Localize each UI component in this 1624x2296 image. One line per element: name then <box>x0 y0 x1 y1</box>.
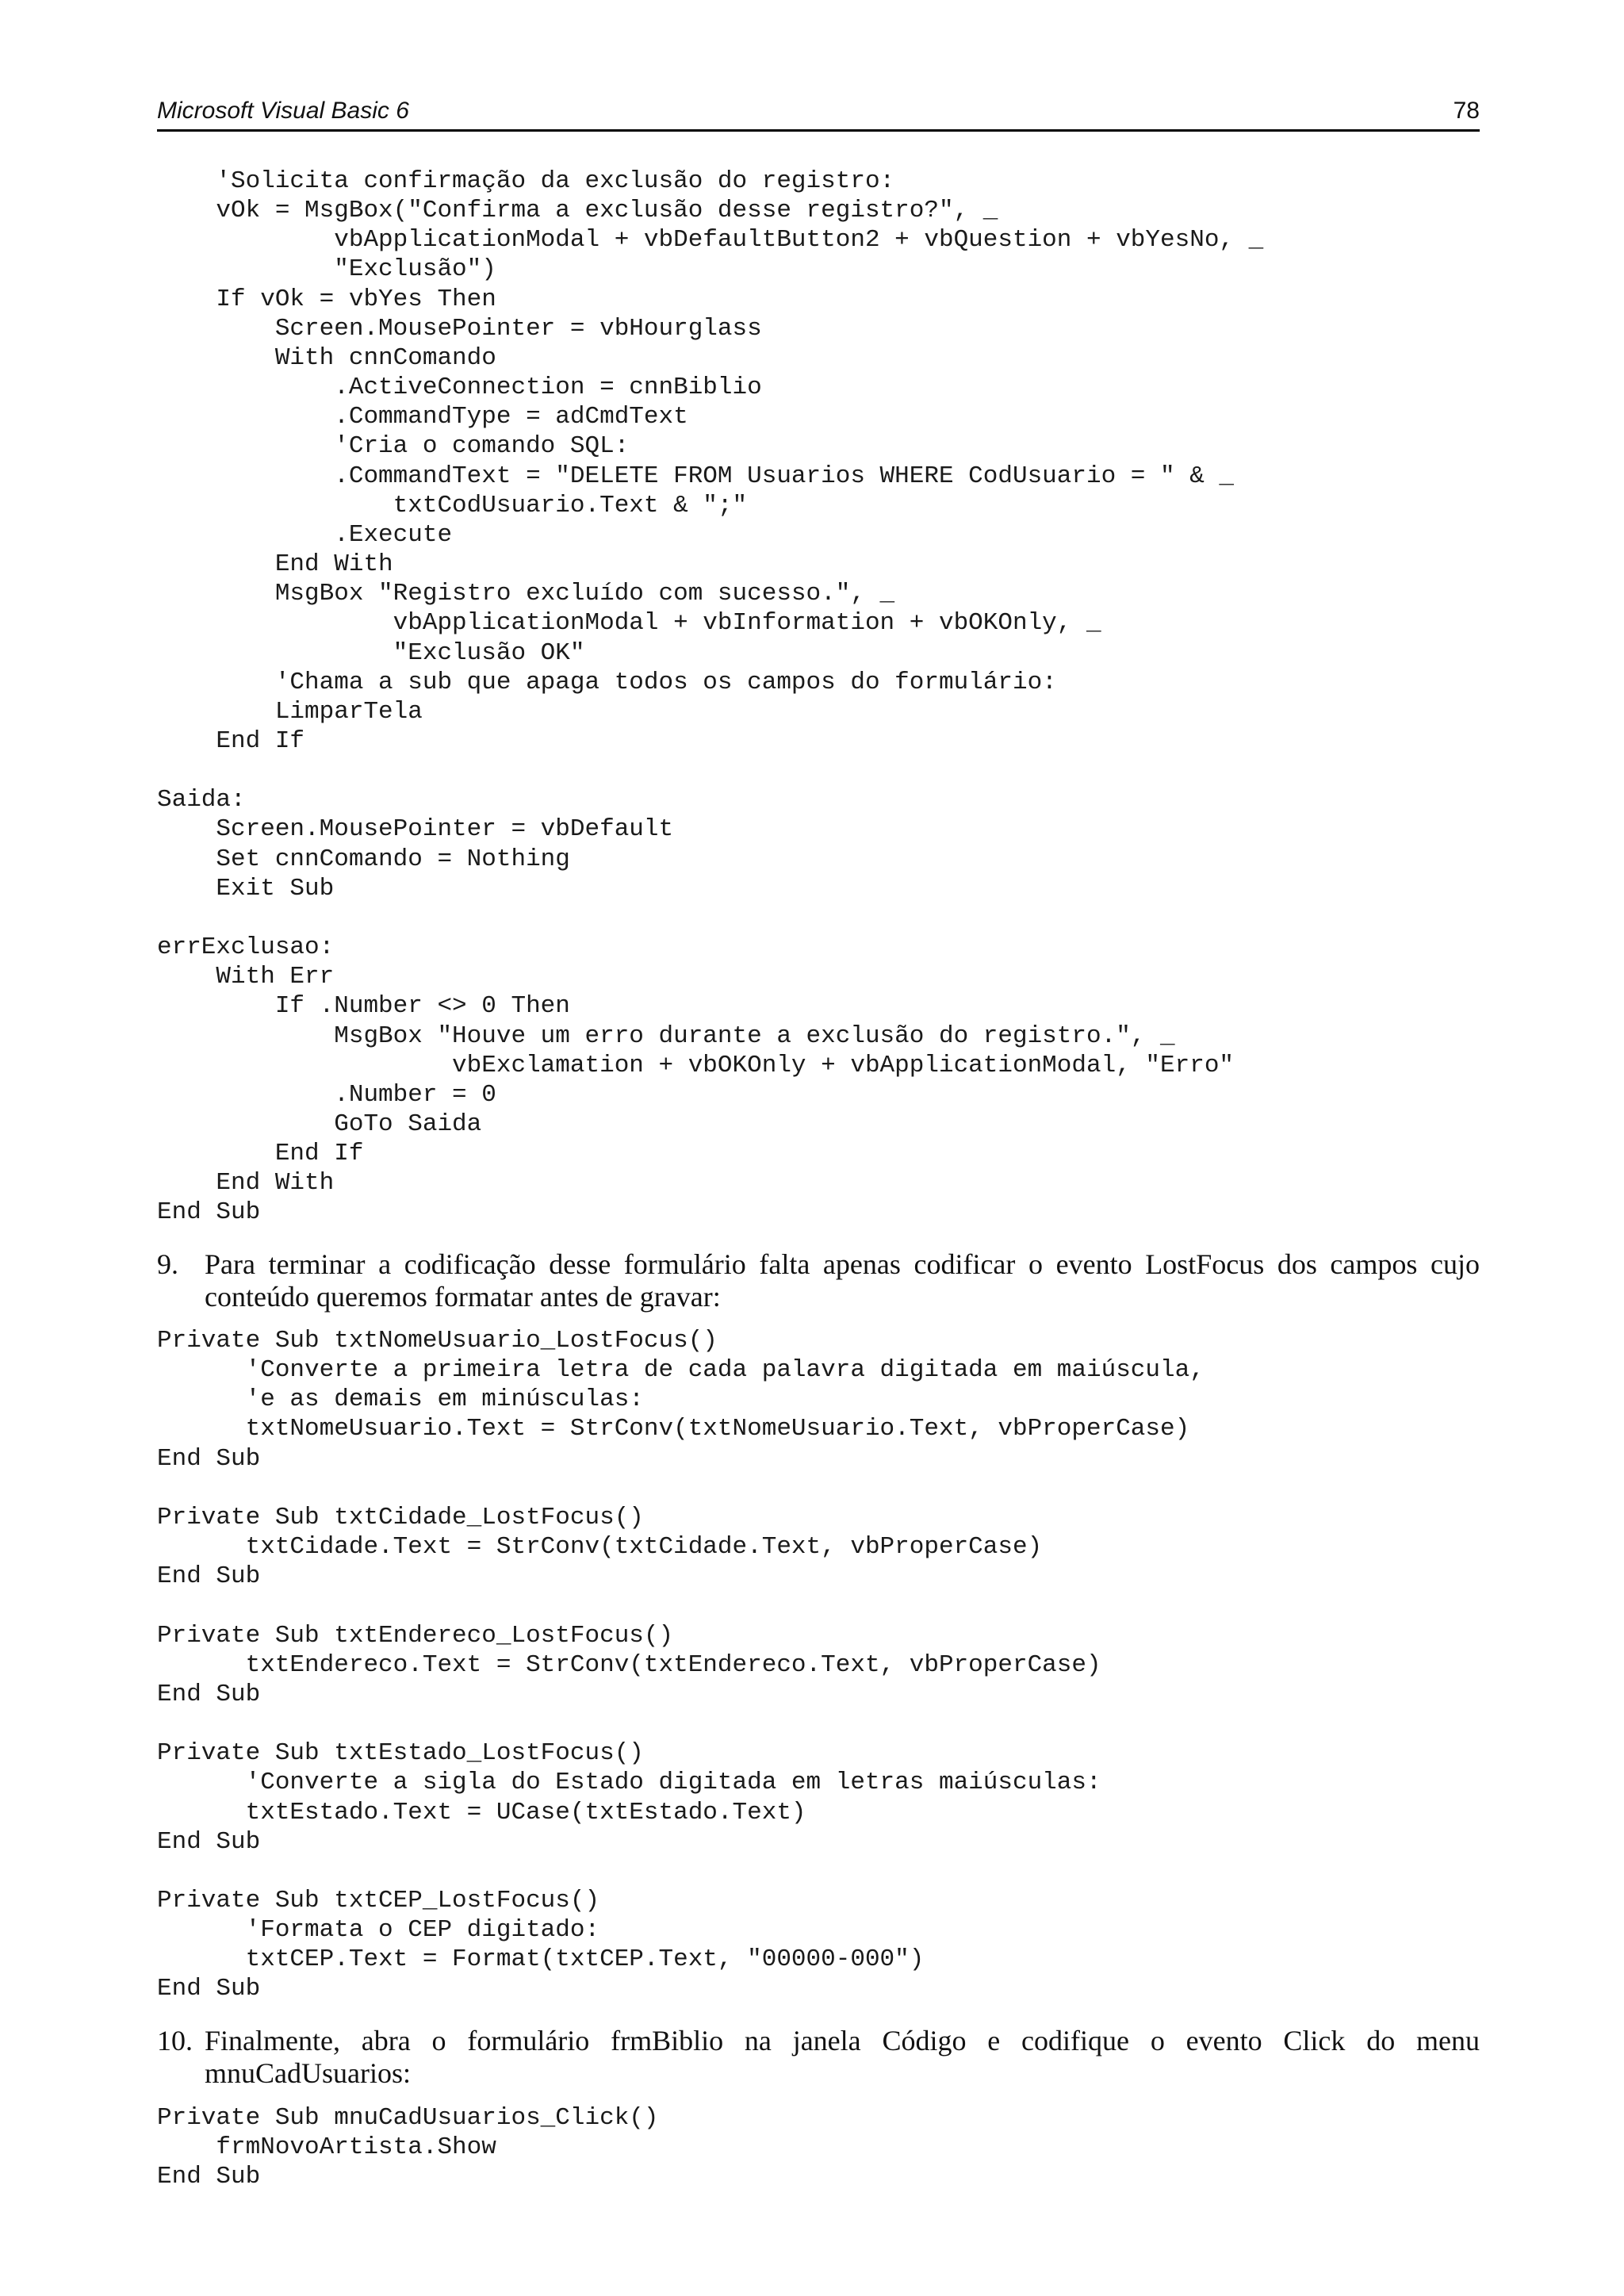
code-block-delete-record: 'Solicita confirmação da exclusão do registro: vOk = MsgBox("Confirma a exclusão desse registro?", _ vbApplicationModal + vbDefaultButton2 + vbQuestion + vbYesNo, _ "Exclusão") If vOk = vbYes Then Screen.MousePointer = vbHourglass With cnnComando .ActiveConnection = cnnBiblio .CommandType = adCmdText 'Cria o comando SQL: .CommandText = "DELETE FROM Usuarios WHERE CodUsuario = " & _ txtCodUsuario.Text & ";" .Execute End With MsgBox "Registro excluído com sucesso.", _ vbApplicationModal + vbInformation + vbOKOnly, _ "Exclusão OK" 'Chama a sub que apaga todos os campos do formulário: LimparTela End If Saida: Screen.MousePointer = vbDefault Set cnnComando = Nothing Exit Sub errExclusao: With Err If .Number <> 0 Then MsgBox "Houve um erro durante a exclusão do registro.", _ vbExclamation + vbOKOnly + vbApplicationModal, "Erro" .Number = 0 GoTo Saida End If End With End Sub <box>157 167 1264 1227</box>
book-title: Microsoft Visual Basic 6 <box>157 98 409 124</box>
code-block-menu-click: Private Sub mnuCadUsuarios_Click() frmNovoArtista.Show End Sub <box>157 2104 659 2191</box>
code-block-lostfocus-events: Private Sub txtNomeUsuario_LostFocus() 'Converte a primeira letra de cada palavra digitada em maiúscula, 'e as demais em minúsculas: txtNomeUsuario.Text = StrConv(txtNomeUsuario.Text, vbProperCase) End Sub Private Sub txtCidade_LostFocus() txtCidade.Text = StrConv(txtCidade.Text, vbProperCase) End Sub Private Sub txtEndereco_LostFocus() txtEndereco.Text = StrConv(txtEndereco.Text, vbProperCase) End Sub Private Sub txtEstado_LostFocus() 'Converte a sigla do Estado digitada em letras maiúsculas: txtEstado.Text = UCase(txtEstado.Text) End Sub Private Sub txtCEP_LostFocus() 'Formata o CEP digitado: txtCEP.Text = Format(txtCEP.Text, "00000-000") End Sub <box>157 1327 1205 2003</box>
step-text: Finalmente, abra o formulário frmBiblio na janela Código e codifique o evento Click do menu mnuCadUsuarios: <box>205 2025 1480 2089</box>
page-number: 78 <box>1453 98 1480 124</box>
step-10 <box>157 2025 1480 2090</box>
page-header <box>157 94 1480 132</box>
step-number: 10. <box>157 2025 193 2056</box>
step-text: Para terminar a codificação desse formulário falta apenas codificar o evento LostFocus dos campos cujo conteúdo queremos formatar antes de gravar: <box>205 1248 1480 1313</box>
step-9 <box>157 1248 1480 1313</box>
step-number: 9. <box>157 1248 178 1280</box>
